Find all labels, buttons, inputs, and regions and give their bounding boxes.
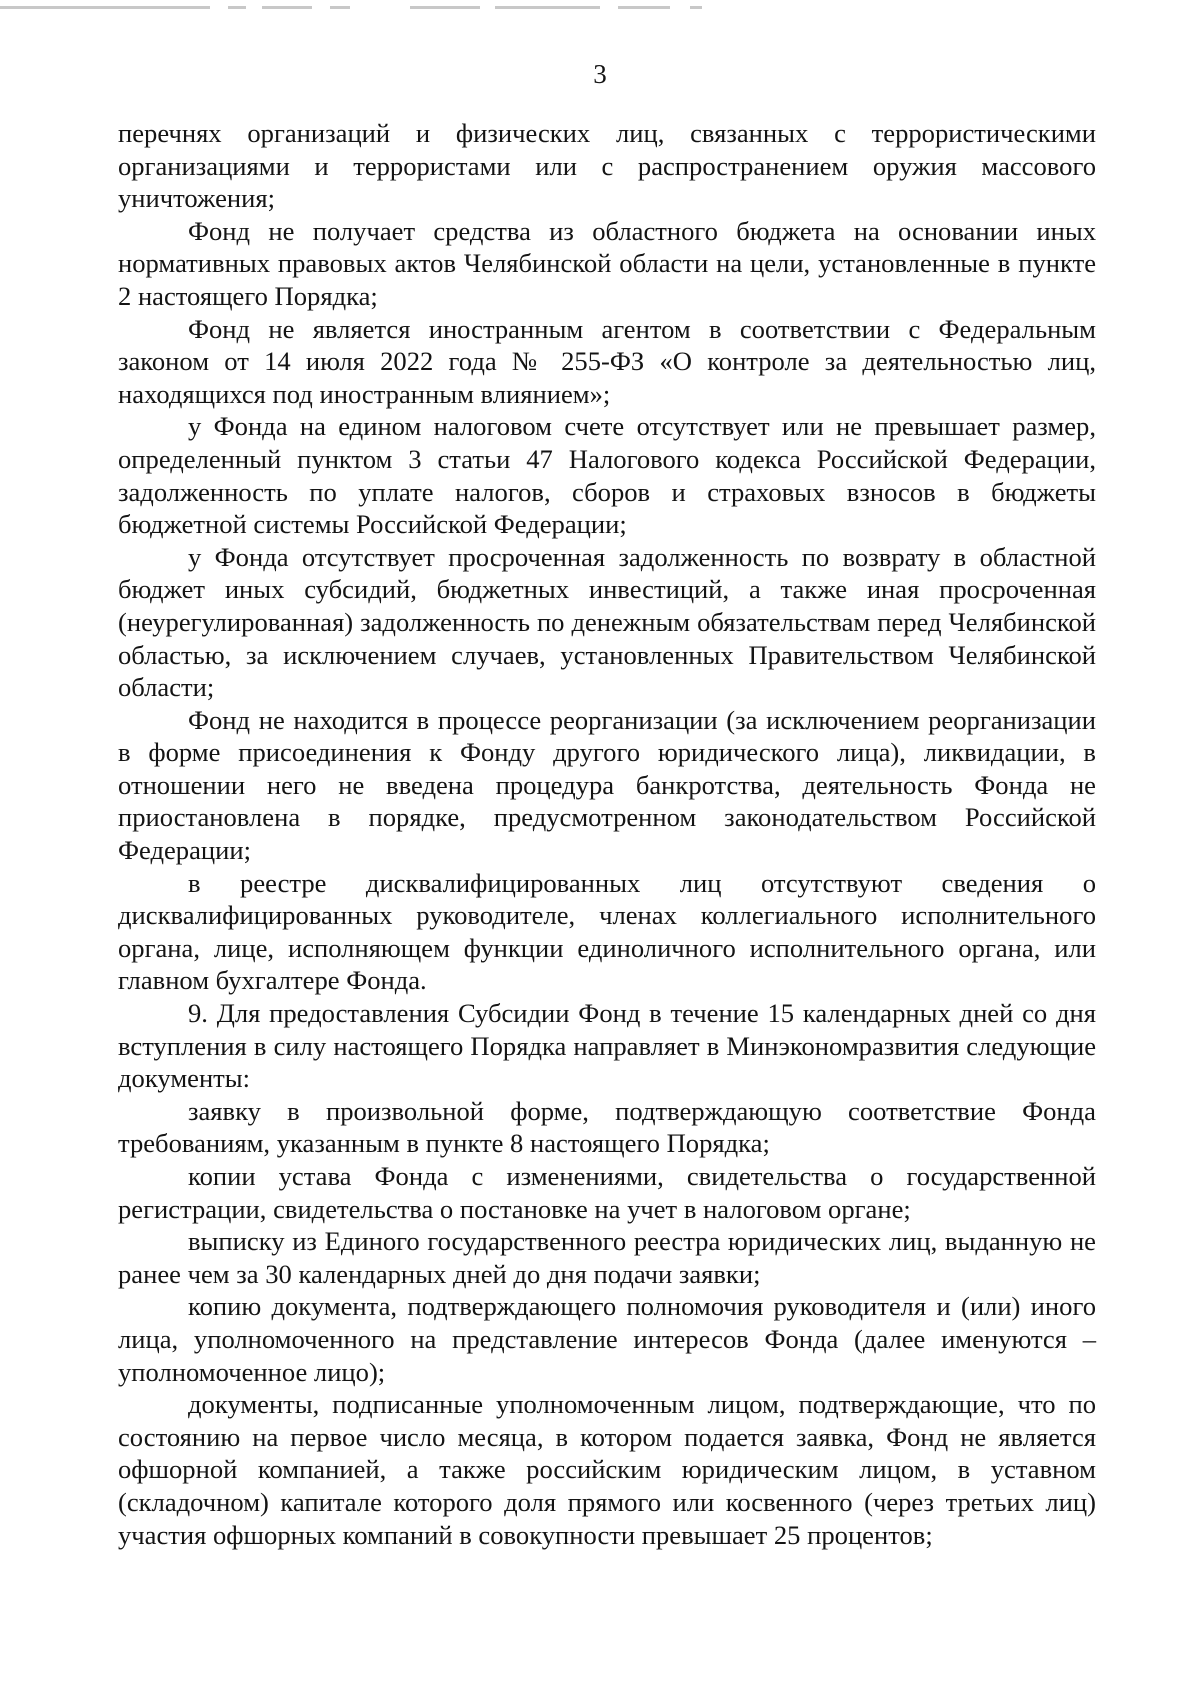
- paragraph-item-9: 9. Для предоставления Субсидии Фонд в течение 15 календарных дней со дня вступления в силу настоящего Порядка направляет в Минэкономразвития следующие документы:: [118, 998, 1096, 1094]
- paragraph-offshore-documents: документы, подписанные уполномоченным лицом, подтверждающие, что по состоянию на первое число месяца, в котором подается заявка, Фонд не является офшорной компанией, а также российским юридическим лицом, в уставном (складочном) капитале которого доля прямого или косвенного (через третьих лиц) участия офшорных компаний в совокупности превышает 25 процентов;: [118, 1389, 1096, 1550]
- paragraph-not-foreign-agent: Фонд не является иностранным агентом в соответствии с Федеральным законом от 14 июля 2022 года № 255-ФЗ «О контроле за деятельностью лиц, находящихся под иностранным влиянием»;: [118, 313, 1096, 409]
- paragraph-registry-extract: выписку из Единого государственного реестра юридических лиц, выданную не ранее чем за 30 календарных дней до дня подачи заявки;: [118, 1226, 1096, 1289]
- paragraph-overdue-debt: у Фонда отсутствует просроченная задолженность по возврату в областной бюджет иных субсидий, бюджетных инвестиций, а также иная просроченная (неурегулированная) задолженность по денежным обязательствам перед Челябинской областью, за исключением случаев, установленных Правительством Челябинской области;: [118, 541, 1096, 703]
- paragraph-no-other-budget-funds: Фонд не получает средства из областного бюджета на основании иных нормативных правовых актов Челябинской области на цели, установленные в пункте 2 настоящего Порядка;: [118, 215, 1096, 311]
- paragraph-tax-debt: у Фонда на едином налоговом счете отсутствует или не превышает размер, определенный пунктом 3 статьи 47 Налогового кодекса Российской Федерации, задолженность по уплате налогов, сборов и страховых взносов в бюджеты бюджетной системы Российской Федерации;: [118, 411, 1096, 540]
- document-body: [118, 117, 1096, 1551]
- paragraph-authority-document: копию документа, подтверждающего полномочия руководителя и (или) иного лица, уполномоченного на представление интересов Фонда (далее именуются – уполномоченное лицо);: [118, 1291, 1096, 1387]
- paragraph-charter-copies: копии устава Фонда с изменениями, свидетельства о государственной регистрации, свидетельства о постановке на учет в налоговом органе;: [118, 1161, 1096, 1224]
- paragraph-reorganization: Фонд не находится в процессе реорганизации (за исключением реорганизации в форме присоединения к Фонду другого юридического лица), ликвидации, в отношении него не введена процедура банкротства, деятельность Фонда не приостановлена в порядке, предусмотренном законодательством Российской Федерации;: [118, 704, 1096, 866]
- paragraph-terrorist-lists-continued: перечнях организаций и физических лиц, связанных с террористическими организациями и террористами или с распространением оружия массового уничтожения;: [118, 118, 1096, 214]
- paragraph-disqualified-persons: в реестре дисквалифицированных лиц отсутствуют сведения о дисквалифицированных руководителе, членах коллегиального исполнительного органа, лице, исполняющем функции единоличного исполнительного органа, или главном бухгалтере Фонда.: [118, 867, 1096, 996]
- paragraph-application: заявку в произвольной форме, подтверждающую соответствие Фонда требованиям, указанным в пункте 8 настоящего Порядка;: [118, 1095, 1096, 1159]
- page-number: 3: [593, 59, 607, 89]
- scan-edge-artifact: [0, 0, 1200, 22]
